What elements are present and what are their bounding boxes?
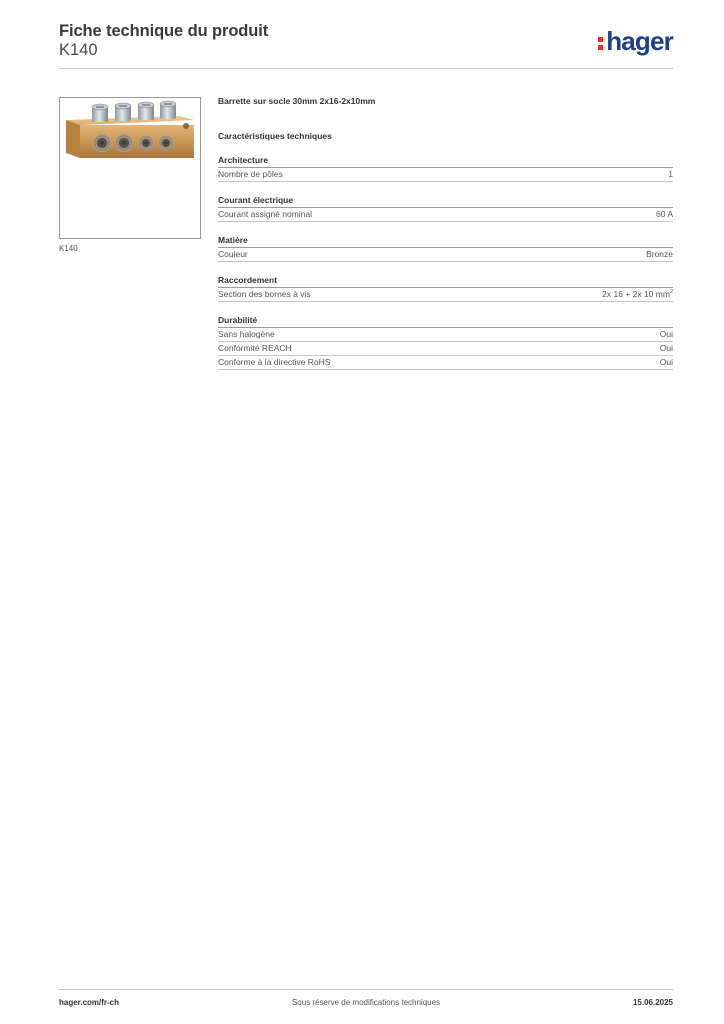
terminal-block-illustration-icon	[60, 98, 200, 238]
image-caption: K140	[59, 244, 78, 253]
spec-label: Conforme à la directive RoHS	[218, 357, 331, 367]
hager-logo[interactable]	[598, 28, 673, 54]
spec-value: Oui	[659, 329, 673, 339]
spec-group-title: Architecture	[218, 154, 673, 168]
spec-row	[218, 168, 673, 182]
spec-group-matiere	[218, 234, 673, 262]
spec-value: 2x 16 + 2x 10 mm	[602, 289, 670, 299]
spec-row	[218, 248, 673, 262]
footer-website-link[interactable]: hager.com/fr-ch	[59, 998, 120, 1007]
spec-group-title: Durabilité	[218, 314, 673, 328]
spec-row	[218, 328, 673, 342]
spec-value: 1	[668, 169, 673, 179]
spec-group-architecture	[218, 154, 673, 182]
spec-value: Oui	[659, 357, 673, 367]
product-image	[59, 97, 201, 239]
spec-section	[218, 95, 673, 370]
document-title: Fiche technique du produit	[59, 22, 269, 40]
logo-text: hager	[606, 26, 673, 56]
header-divider	[59, 68, 673, 69]
spec-label: Section des bornes à vis	[218, 289, 311, 299]
spec-group-title: Matière	[218, 234, 673, 248]
spec-label: Sans halogène	[218, 329, 275, 339]
product-reference: K140	[59, 41, 98, 59]
footer-disclaimer: Sous réserve de modifications techniques	[291, 998, 441, 1007]
spec-group-courant	[218, 194, 673, 222]
unit-superscript: 2	[669, 289, 673, 296]
spec-label: Couleur	[218, 249, 248, 259]
spec-row	[218, 288, 673, 302]
spec-group-title: Raccordement	[218, 274, 673, 288]
spec-value: Bronze	[646, 249, 673, 259]
spec-label: Nombre de pôles	[218, 169, 283, 179]
footer-date: 15.06.2025	[632, 998, 673, 1007]
page-header	[59, 22, 673, 70]
spec-value: 60 A	[655, 209, 673, 219]
product-description: Barrette sur socle 30mm 2x16-2x10mm	[218, 96, 376, 106]
spec-row	[218, 342, 673, 356]
spec-value-with-unit	[602, 288, 673, 301]
spec-label: Courant assigné nominal	[218, 209, 313, 219]
spec-label: Conformité REACH	[218, 343, 292, 353]
spec-value: Oui	[659, 343, 673, 353]
spec-group-durabilite	[218, 314, 673, 370]
spec-heading: Caractéristiques techniques	[218, 131, 332, 141]
spec-group-raccordement	[218, 274, 673, 302]
logo-colon-mark-icon	[598, 31, 604, 53]
spec-group-title: Courant électrique	[218, 194, 673, 208]
spec-row	[218, 356, 673, 370]
spec-row	[218, 208, 673, 222]
footer-divider	[59, 989, 673, 990]
